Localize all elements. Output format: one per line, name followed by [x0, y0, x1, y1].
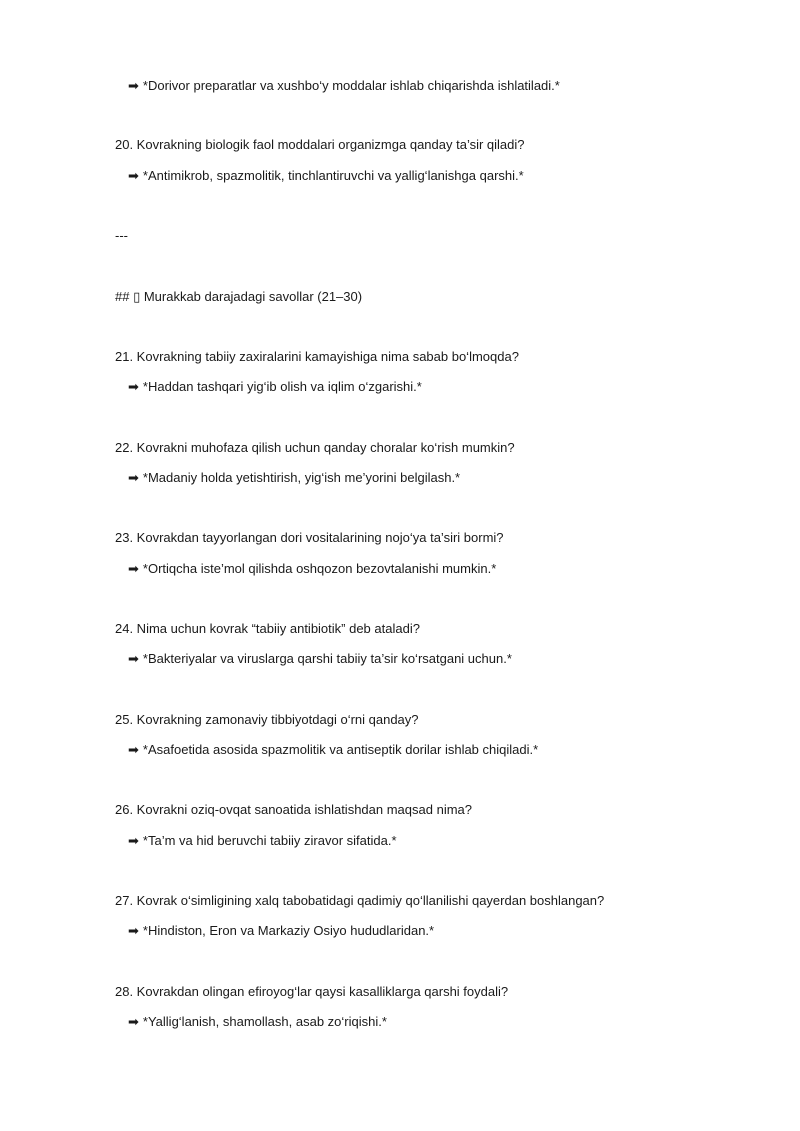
answer-text: *Asafoetida asosida spazmolitik va antiseptik dorilar ishlab chiqiladi.*: [142, 742, 539, 757]
answer-25: [128, 742, 538, 758]
arrow-icon: ➡: [128, 561, 139, 576]
answer-19: [128, 78, 560, 94]
arrow-icon: ➡: [128, 1014, 139, 1029]
arrow-icon: ➡: [128, 923, 139, 938]
question-26: 26. Kovrakni oziq-ovqat sanoatida ishlatishdan maqsad nima?: [115, 802, 472, 817]
answer-text: *Ta’m va hid beruvchi tabiiy ziravor sifatida.*: [142, 833, 397, 848]
answer-21: [128, 379, 422, 395]
answer-text: *Ortiqcha iste’mol qilishda oshqozon bezovtalanishi mumkin.*: [142, 561, 497, 576]
question-23: 23. Kovrakdan tayyorlangan dori vositalarining nojo‘ya ta’siri bormi?: [115, 530, 504, 545]
question-27: 27. Kovrak o‘simligining xalq tabobatidagi qadimiy qo‘llanilishi qayerdan boshlangan?: [115, 893, 605, 908]
answer-text: *Bakteriyalar va viruslarga qarshi tabiiy ta’sir ko‘rsatgani uchun.*: [142, 651, 512, 666]
answer-text: *Madaniy holda yetishtirish, yig‘ish me’yorini belgilash.*: [142, 470, 461, 485]
question-22: 22. Kovrakni muhofaza qilish uchun qanday choralar ko‘rish mumkin?: [115, 440, 515, 455]
question-24: 24. Nima uchun kovrak “tabiiy antibiotik” deb ataladi?: [115, 621, 420, 636]
answer-20: [128, 168, 524, 184]
arrow-icon: ➡: [128, 168, 139, 183]
separator: ---: [115, 228, 128, 243]
question-28: 28. Kovrakdan olingan efiroyog‘lar qaysi kasalliklarga qarshi foydali?: [115, 984, 509, 999]
answer-text: *Haddan tashqari yig‘ib olish va iqlim o‘zgarishi.*: [142, 379, 422, 394]
answer-28: [128, 1014, 387, 1030]
answer-23: [128, 561, 496, 577]
arrow-icon: ➡: [128, 78, 139, 93]
answer-text: *Hindiston, Eron va Markaziy Osiyo hududlaridan.*: [142, 923, 435, 938]
arrow-icon: ➡: [128, 470, 139, 485]
answer-24: [128, 651, 512, 667]
answer-text: *Antimikrob, spazmolitik, tinchlantiruvchi va yallig‘lanishga qarshi.*: [142, 168, 524, 183]
question-20: 20. Kovrakning biologik faol moddalari organizmga qanday ta’sir qiladi?: [115, 137, 525, 152]
answer-text: *Yallig‘lanish, shamollash, asab zo‘riqishi.*: [142, 1014, 387, 1029]
answer-27: [128, 923, 434, 939]
answer-22: [128, 470, 460, 486]
answer-text: *Dorivor preparatlar va xushbo‘y moddalar ishlab chiqarishda ishlatiladi.*: [142, 78, 560, 93]
answer-26: [128, 833, 397, 849]
section-heading: ## ▯ Murakkab darajadagi savollar (21–30): [115, 289, 363, 304]
question-21: 21. Kovrakning tabiiy zaxiralarini kamayishiga nima sabab bo‘lmoqda?: [115, 349, 519, 364]
arrow-icon: ➡: [128, 651, 139, 666]
arrow-icon: ➡: [128, 833, 139, 848]
arrow-icon: ➡: [128, 742, 139, 757]
question-25: 25. Kovrakning zamonaviy tibbiyotdagi o‘rni qanday?: [115, 712, 419, 727]
arrow-icon: ➡: [128, 379, 139, 394]
